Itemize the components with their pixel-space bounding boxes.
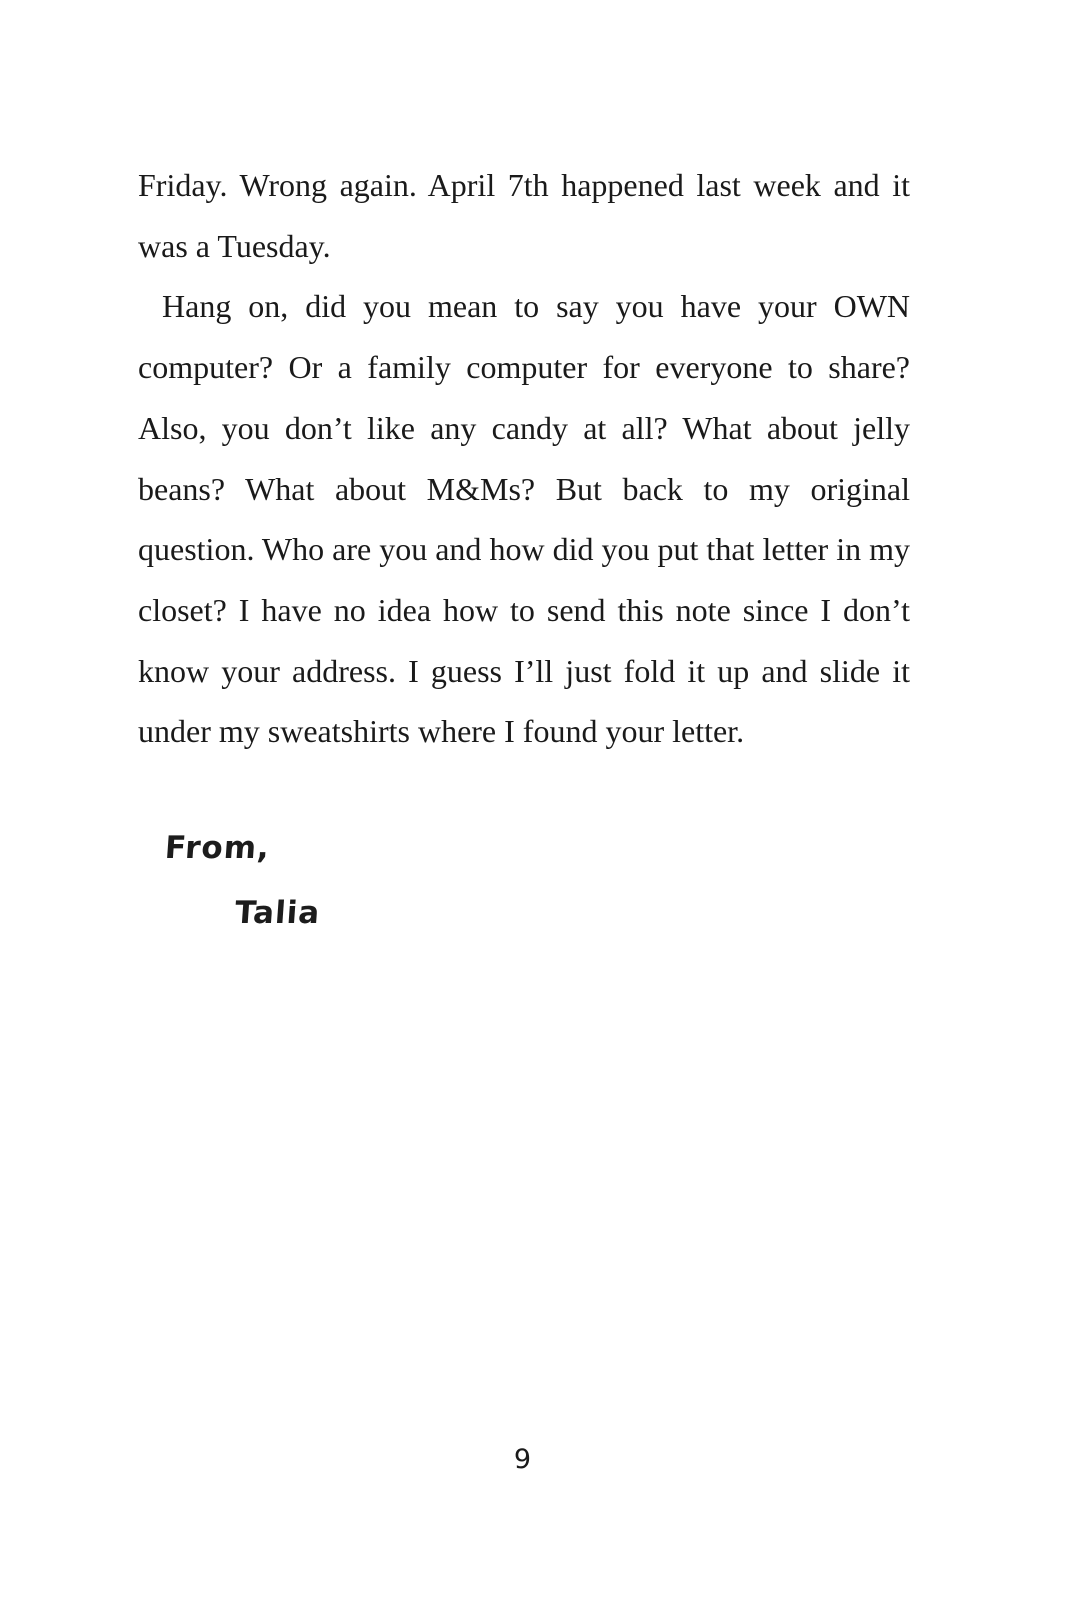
page-number: 9: [513, 1444, 532, 1475]
paragraph-continuation: Friday. Wrong again. April 7th happened last week and it was a Tuesday.: [138, 167, 910, 264]
letter-signoff: From,: [163, 830, 272, 866]
letter-signature: Talia: [233, 895, 322, 931]
paragraph: Hang on, did you mean to say you have your OWN computer? Or a family computer for everyone to share? Also, you don’t like any candy at all? What about jelly beans? What about M&Ms? But back to my original question. Who are you and how did you put that letter in my closet? I have no idea how to send this note since I don’t know your address. I guess I’ll just fold it up and slide it under my sweatshirts where I found your letter.: [138, 288, 910, 750]
letter-body: [138, 155, 910, 762]
